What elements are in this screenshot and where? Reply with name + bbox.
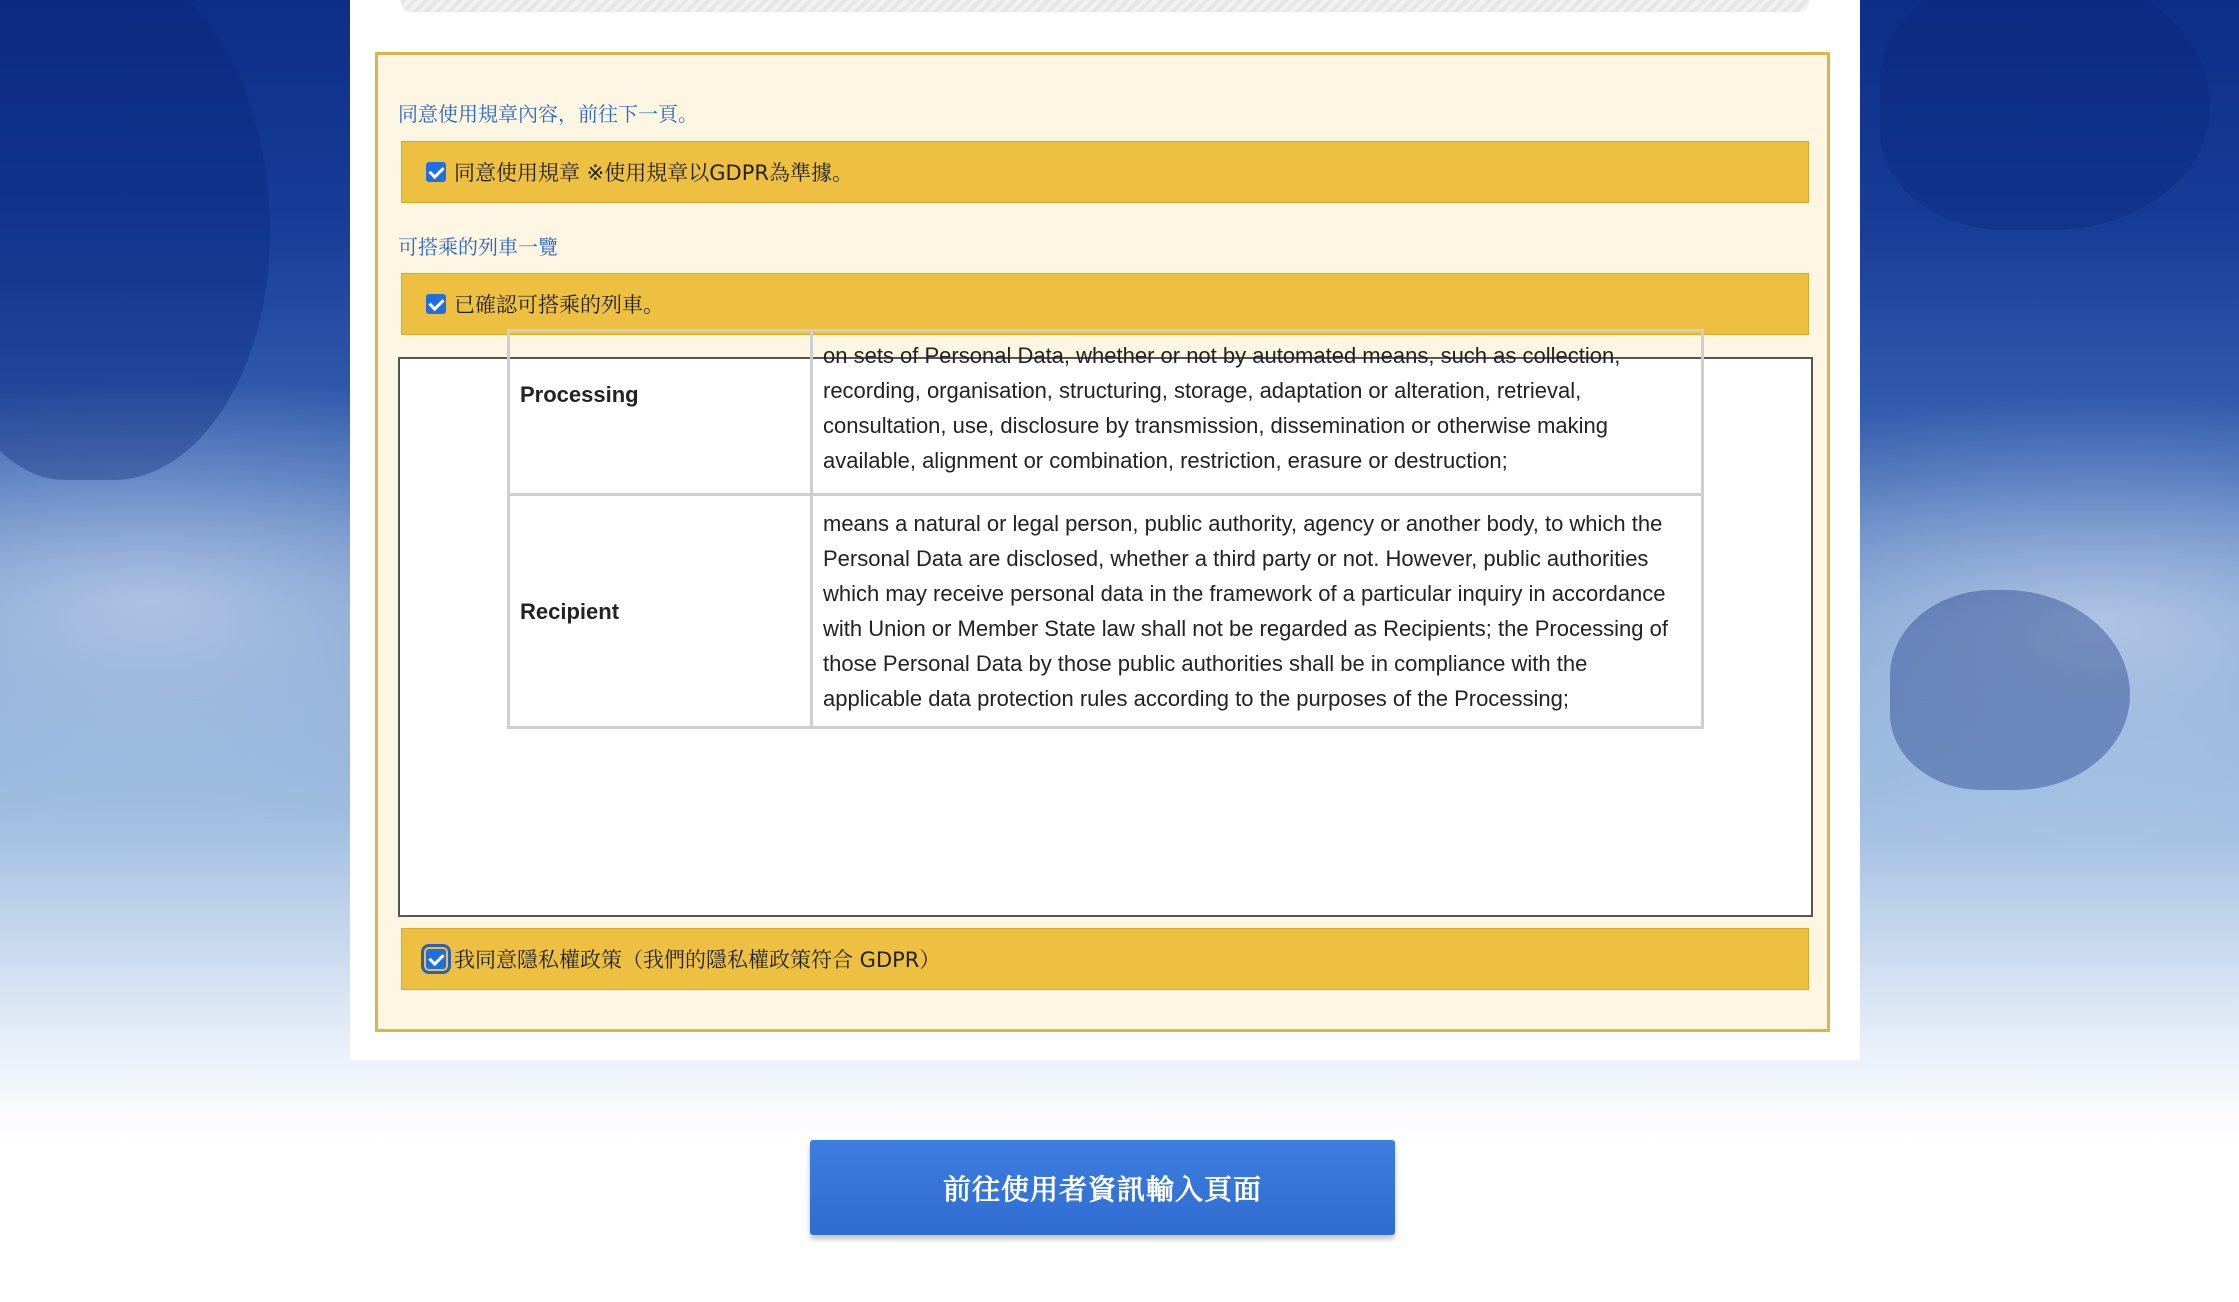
privacy-definitions-table bbox=[507, 329, 1704, 729]
definition-text: on sets of Personal Data, whether or not by automated means, such as collection, recording, organisation, structuring, storage, adaptation or alteration, retrieval, consultation, use, disclosure by transmission, dissemination or otherwise making available, alignment or combination, restriction, erasure or destruction; bbox=[812, 331, 1703, 495]
terms-scroll-box-bottom[interactable] bbox=[401, 0, 1809, 12]
proceed-to-user-info-button[interactable]: 前往使用者資訊輸入頁面 bbox=[810, 1140, 1395, 1235]
world-map-background bbox=[1880, 0, 2210, 230]
table-row bbox=[509, 331, 1703, 495]
world-map-background bbox=[0, 0, 270, 480]
definition-term: Recipient bbox=[509, 495, 812, 728]
privacy-agree-checkbox[interactable] bbox=[426, 949, 446, 969]
terms-agree-label[interactable]: 同意使用規章 ※使用規章以GDPR為準據。 bbox=[454, 161, 853, 185]
terms-agree-row[interactable] bbox=[401, 141, 1809, 203]
trains-section-title: 可搭乘的列車一覽 bbox=[398, 235, 558, 259]
privacy-agree-label[interactable]: 我同意隱私權政策（我們的隱私權政策符合 GDPR） bbox=[454, 948, 941, 972]
definition-term: Processing bbox=[509, 331, 812, 495]
definition-text: means a natural or legal person, public authority, agency or another body, to which the Personal Data are disclosed, whether a third party or not. However, public authorities which may receive personal data in the framework of a particular inquiry in accordance with Union or Member State law shall not be regarded as Recipients; the Processing of those Personal Data by those public authorities shall be in compliance with the applicable data protection rules according to the purposes of the Processing; bbox=[812, 495, 1703, 728]
table-row bbox=[509, 495, 1703, 728]
trains-confirm-row[interactable] bbox=[401, 273, 1809, 335]
privacy-policy-scroll-box[interactable] bbox=[398, 342, 1813, 917]
privacy-agree-row[interactable] bbox=[401, 928, 1809, 990]
world-map-background bbox=[1890, 590, 2130, 790]
trains-confirm-checkbox[interactable] bbox=[426, 294, 446, 314]
terms-section-title: 同意使用規章內容，前往下一頁。 bbox=[398, 102, 698, 126]
terms-agree-checkbox[interactable] bbox=[426, 162, 446, 182]
trains-confirm-label[interactable]: 已確認可搭乘的列車。 bbox=[454, 293, 664, 317]
